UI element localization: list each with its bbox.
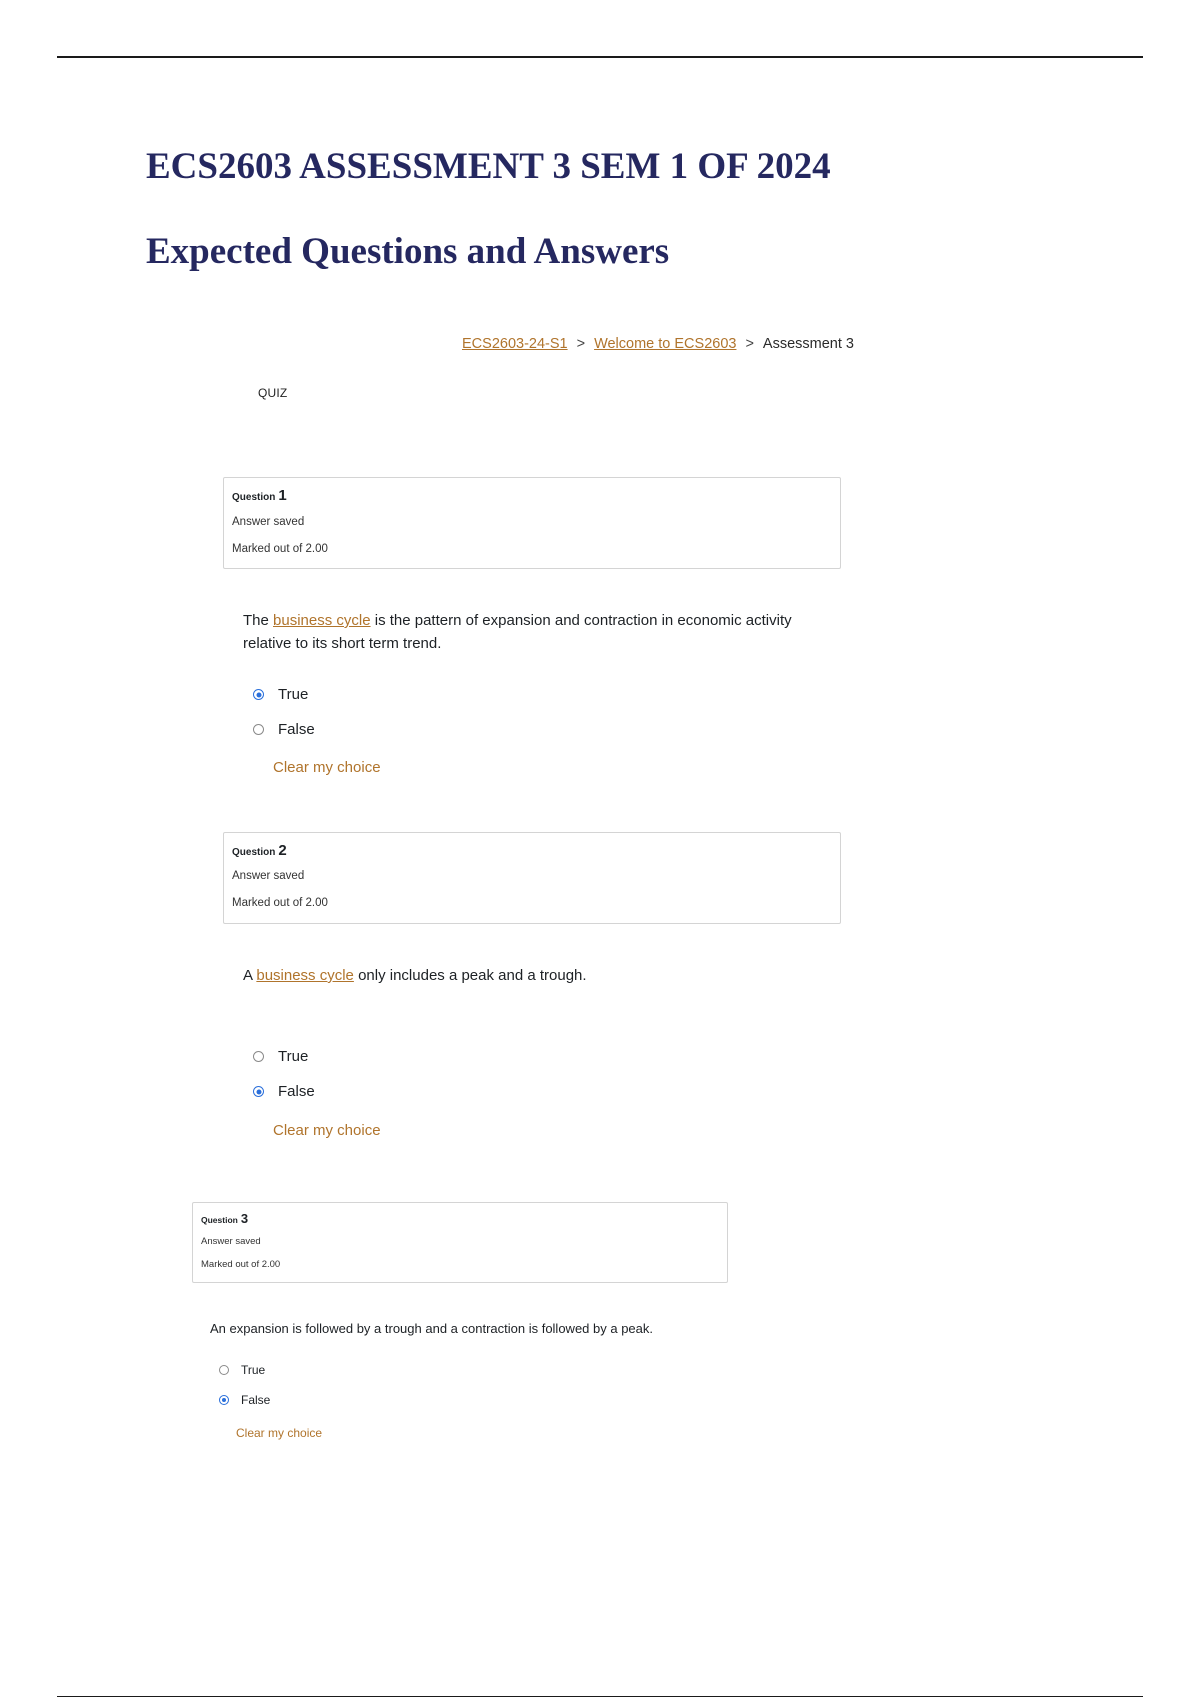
question-heading bbox=[232, 487, 287, 505]
answer-option-false[interactable] bbox=[219, 1393, 270, 1407]
radio-unselected-icon[interactable] bbox=[253, 724, 264, 735]
answer-option-label: True bbox=[241, 1363, 266, 1377]
radio-selected-icon[interactable] bbox=[219, 1395, 229, 1405]
clear-choice-link[interactable]: Clear my choice bbox=[236, 1426, 323, 1440]
footer-rule bbox=[57, 1696, 1143, 1697]
question-state: Answer saved bbox=[232, 516, 305, 528]
header-rule bbox=[57, 56, 1143, 58]
question-mark: Marked out of 2.00 bbox=[201, 1259, 281, 1270]
question-info-box bbox=[223, 477, 841, 569]
radio-selected-icon[interactable] bbox=[253, 1086, 264, 1097]
clear-choice-link[interactable]: Clear my choice bbox=[273, 1122, 381, 1139]
question-info-box bbox=[192, 1202, 728, 1283]
glossary-link[interactable]: business cycle bbox=[273, 612, 371, 629]
quiz-label: QUIZ bbox=[258, 386, 288, 400]
radio-selected-icon[interactable] bbox=[253, 689, 264, 700]
answer-option-label: True bbox=[278, 1048, 309, 1065]
answer-option-true[interactable] bbox=[219, 1363, 265, 1377]
glossary-link[interactable]: business cycle bbox=[256, 967, 354, 984]
answer-option-label: False bbox=[278, 1083, 315, 1100]
question-word: Question bbox=[232, 847, 276, 858]
question-heading bbox=[201, 1210, 248, 1228]
radio-unselected-icon[interactable] bbox=[219, 1365, 229, 1375]
answer-option-label: True bbox=[278, 686, 309, 703]
document-title: ECS2603 ASSESSMENT 3 SEM 1 OF 2024 bbox=[146, 146, 831, 187]
breadcrumb-course-link[interactable]: ECS2603-24-S1 bbox=[462, 336, 568, 352]
question-number: 2 bbox=[278, 842, 287, 859]
question-text-part: is the pattern of expansion and contraction in economic activity relative to its short term trend. bbox=[243, 612, 792, 652]
breadcrumb bbox=[462, 336, 854, 352]
question-word: Question bbox=[232, 492, 276, 503]
question-mark: Marked out of 2.00 bbox=[232, 543, 328, 555]
question-number: 3 bbox=[240, 1211, 249, 1226]
question-text bbox=[243, 609, 823, 655]
question-text-part: only includes a peak and a trough. bbox=[353, 967, 587, 984]
question-state: Answer saved bbox=[201, 1236, 261, 1247]
answer-option-true[interactable] bbox=[253, 1048, 308, 1065]
question-info-box bbox=[223, 832, 841, 924]
answer-option-label: False bbox=[278, 721, 315, 738]
answer-option-false[interactable] bbox=[253, 1083, 315, 1100]
breadcrumb-current: Assessment 3 bbox=[762, 336, 854, 352]
radio-unselected-icon[interactable] bbox=[253, 1051, 264, 1062]
document-subtitle: Expected Questions and Answers bbox=[146, 231, 670, 272]
question-word: Question bbox=[201, 1215, 238, 1225]
breadcrumb-separator: > bbox=[576, 336, 586, 352]
answer-option-true[interactable] bbox=[253, 686, 308, 703]
question-mark: Marked out of 2.00 bbox=[232, 897, 328, 909]
question-heading bbox=[232, 842, 287, 860]
question-number: 1 bbox=[278, 487, 287, 504]
breadcrumb-separator: > bbox=[745, 336, 754, 352]
answer-option-label: False bbox=[241, 1393, 271, 1407]
question-text-part: The bbox=[243, 612, 274, 629]
question-text: An expansion is followed by a trough and a contraction is followed by a peak. bbox=[210, 1321, 653, 1336]
clear-choice-link[interactable]: Clear my choice bbox=[273, 759, 381, 776]
question-state: Answer saved bbox=[232, 870, 305, 882]
question-text-part: A bbox=[243, 967, 257, 984]
breadcrumb-section-link[interactable]: Welcome to ECS2603 bbox=[594, 336, 737, 352]
answer-option-false[interactable] bbox=[253, 721, 315, 738]
question-text bbox=[243, 964, 823, 987]
